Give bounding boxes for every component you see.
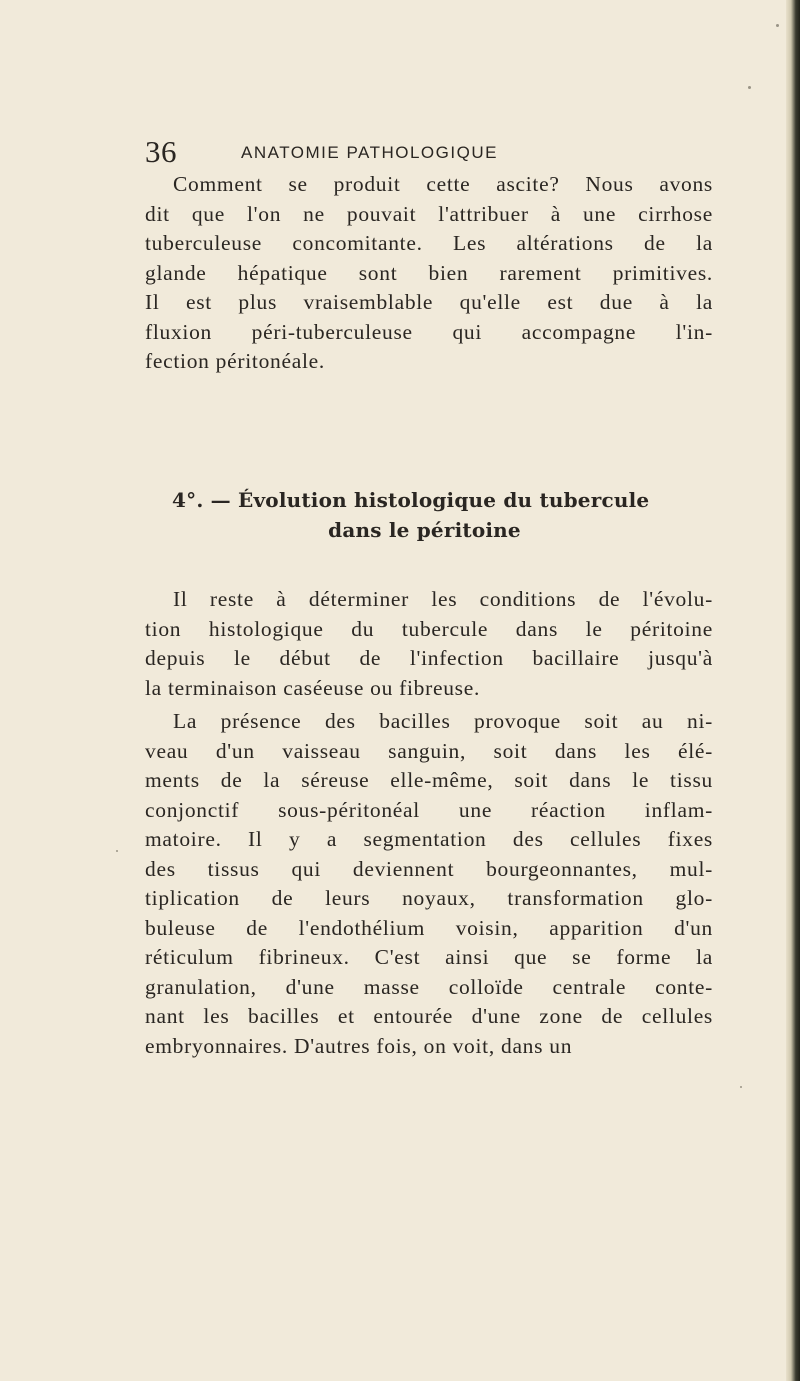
text-line: tiplication de leurs noyaux, transformation glo- [145,886,713,910]
text-line: fluxion péri-tuberculeuse qui accompagne l'in- [145,319,713,344]
text-line: buleuse de l'endothélium voisin, apparition d'un [145,915,713,940]
heading-line-2: dans le péritoine [328,518,521,542]
text-line: Comment se produit cette ascite? Nous avons [173,172,713,196]
running-head [145,132,705,172]
text-line: glande hépatique sont bien rarement primitives. [145,260,713,285]
paragraph-ascite [145,170,713,377]
heading-line-1 [172,485,717,515]
paper-speck [116,850,118,852]
paper-speck [776,24,779,27]
text-line: fection péritonéale. [145,349,325,373]
running-title: ANATOMIE PATHOLOGIQUE [241,143,498,162]
text-line: tuberculeuse concomitante. Les altérations de la [145,231,713,255]
text-line: Il est plus vraisemblable qu'elle est due à la [145,290,713,314]
page-number: 36 [145,134,177,169]
paragraph-bacilles [145,707,713,1061]
heading-text-1: — Évolution histologique du tubercule [210,488,650,512]
text-line: ments de la séreuse elle-même, soit dans le tissu [145,768,713,792]
section-heading [172,485,717,545]
text-line: embryonnaires. D'autres fois, on voit, dans un [145,1033,573,1058]
text-line: conjonctif sous-péritonéal une réaction inflam- [145,797,713,822]
text-line: granulation, d'une masse colloïde centrale conte- [145,974,713,999]
text-line: matoire. Il y a segmentation des cellules fixes [145,827,713,851]
text-line: dit que l'on ne pouvait l'attribuer à une cirrhose [145,201,713,226]
text-line: Il reste à déterminer les conditions de l'évolu- [173,587,713,611]
text-line: la terminaison caséeuse ou fibreuse. [145,675,481,700]
page-binding-edge [786,0,800,1381]
text-line: réticulum fibrineux. C'est ainsi que se forme la [145,945,713,969]
paragraph-evolution [145,585,713,703]
paper-speck [748,86,751,89]
text-line: La présence des bacilles provoque soit au ni- [173,709,713,733]
heading-number: 4°. [172,488,204,512]
text-line: depuis le début de l'infection bacillaire jusqu'à [145,646,713,670]
text-line: nant les bacilles et entourée d'une zone de cellules [145,1004,713,1028]
text-line: tion histologique du tubercule dans le péritoine [145,616,713,641]
text-line: des tissus qui deviennent bourgeonnantes, mul- [145,856,713,881]
text-line: veau d'un vaisseau sanguin, soit dans les élé- [145,738,713,763]
paper-speck [740,1086,742,1088]
